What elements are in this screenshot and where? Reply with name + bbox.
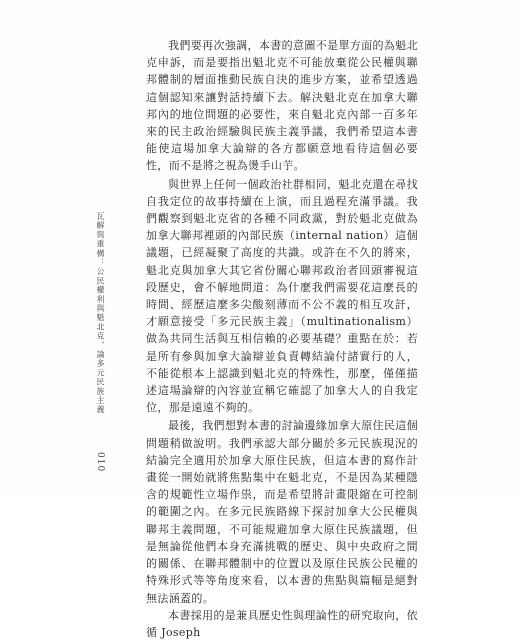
paragraph-1: 我們要再次強調，本書的意圖不是單方面的為魁北克申訴，而是要指出魁北克不可能放棄從公民權與聯邦體制的層面推動民族自決的進步方案，並希望透過這個認知來讓對話持續下去。解決魁北克在加拿大聯邦內的地位問題的必要性，來自魁北克內部一百多年來的民主政治經驗與民族主義爭議，我們希望這本書能使這場加拿大論辯的各方都願意地看待這個必要性，而不是將之視為燙手山芋。 [146, 39, 418, 173]
page-body [146, 37, 418, 641]
page-number: 010 [95, 452, 105, 473]
paragraph-2: 與世界上任何一個政治社群相同，魁北克還在尋找自我定位的故事持續在上演，而且過程充滿爭議。我們觀察到魁北克省的各種不同政黨，對於魁北克做為加拿大聯邦裡頭的內部民族（internal nation）這個議題，已經凝聚了高度的共識。或許在不久的將來，魁北克與加拿大其它省份關心聯邦政治者回頭審視這段歷史，會不解地問道：為什麼我們需要花這麼長的時間、經歷這麼多尖酸刻薄而不公不義的相互攻訐，才願意接受「多元民族主義」（multinationalism）做為共同生活與互相信賴的必要基礎？重點在於：若是所有參與加拿大論辯並負責轉結論付諸實行的人，不能從根本上認識到魁北克的特殊性，那麼，僅僅描述這場論辯的內容並宣稱它確認了加拿大人的自我定位，那是遠遠不夠的。 [146, 177, 418, 415]
paragraph-3: 最後，我們想對本書的討論邊緣加拿大原住民這個問題稍做說明。我們承認大部分關於多元民族現況的結論完全適用於加拿大原住民族，但這本書的寫作計畫從一開始就將焦點集中在魁北克，不是因為某種隱含的規範性立場作祟，而是希望將計畫限縮在可控制的範圍之內。在多元民族路線下探討加拿大公民權與聯邦主義問題，不可能規避加拿大原住民族議題，但是無論從他們本身充滿挑戰的歷史、與中央政府之間的關係、在聯邦體制中的位置以及原住民族公民權的特殊形式等等角度來看，以本書的焦點與篇幅是絕對無法涵蓋的。 [146, 419, 418, 605]
running-header: 瓦解與重構：公民權利與魁北克，論多元民族主義 [96, 212, 105, 415]
paragraph-4: 本書採用的是兼具歷史性與理論性的研究取向，依循 Joseph [146, 608, 418, 639]
